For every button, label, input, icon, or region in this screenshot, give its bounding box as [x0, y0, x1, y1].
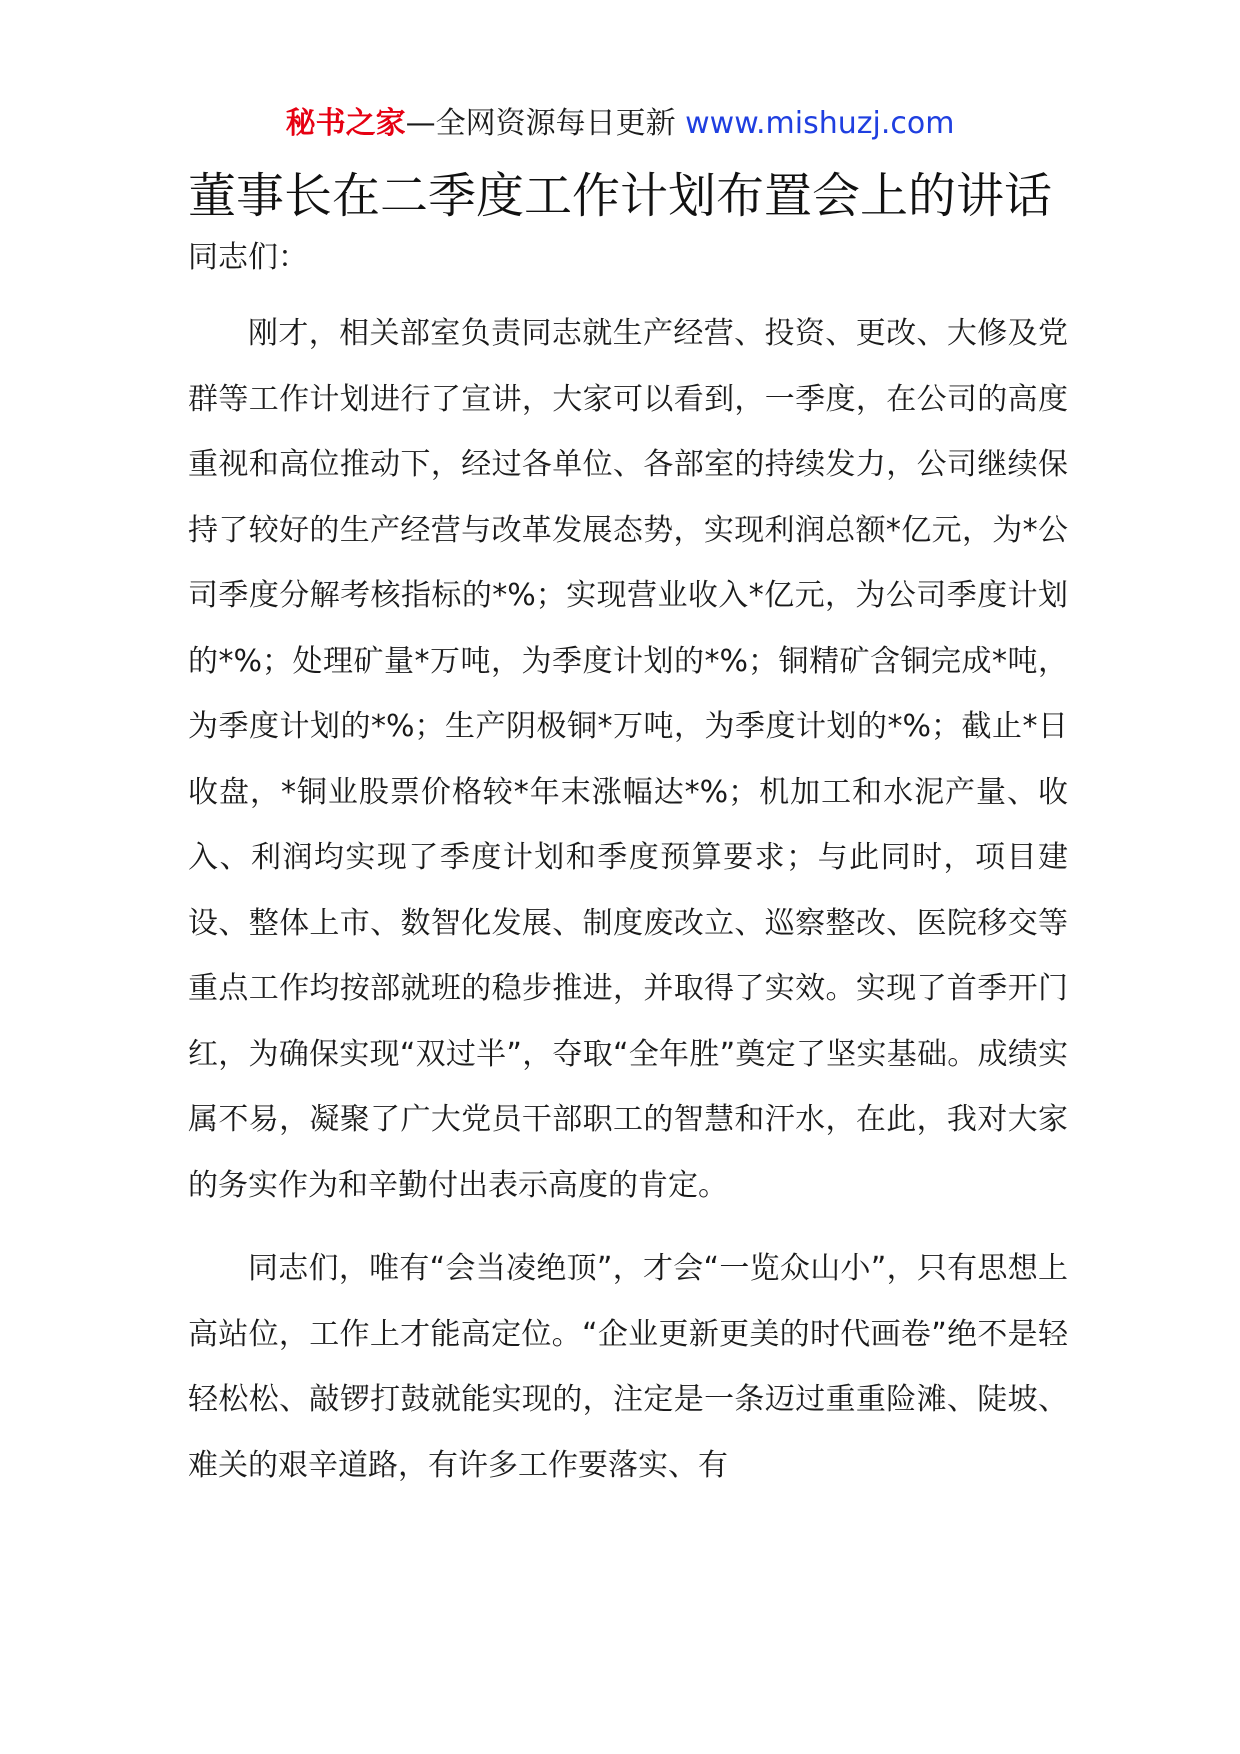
- document-title: 董事长在二季度工作计划布置会上的讲话: [187, 168, 1052, 224]
- site-header: [0, 100, 1240, 148]
- header-tagline: —全网资源每日更新: [405, 106, 686, 141]
- salutation: 同志们：: [188, 240, 308, 275]
- paragraph-2: 同志们，唯有“会当凌绝顶”，才会“一览众山小”，只有思想上高站位，工作上才能高定位。“企业更新更美的时代画卷”绝不是轻轻松松、敲锣打鼓就能实现的，注定是一条迈过重重险滩、陡坡、难关的艰辛道路，有许多工作要落实、有: [188, 1251, 1068, 1483]
- paragraph-1: 刚才，相关部室负责同志就生产经营、投资、更改、大修及党群等工作计划进行了宣讲，大家可以看到，一季度，在公司的高度重视和高位推动下，经过各单位、各部室的持续发力，公司继续保持了较好的生产经营与改革发展态势，实现利润总额*亿元，为*公司季度分解考核指标的*%；实现营业收入*亿元，为公司季度计划的*%；处理矿量*万吨，为季度计划的*%；铜精矿含铜完成*吨，为季度计划的*%；生产阴极铜*万吨，为季度计划的*%；截止*日收盘，*铜业股票价格较*年末涨幅达*%；机加工和水泥产量、收入、利润均实现了季度计划和季度预算要求；与此同时，项目建设、整体上市、数智化发展、制度废改立、巡察整改、医院移交等重点工作均按部就班的稳步推进，并取得了实效。实现了首季开门红，为确保实现“双过半”，夺取“全年胜”奠定了坚实基础。成绩实属不易，凝聚了广大党员干部职工的智慧和汗水，在此，我对大家的务实作为和辛勤付出表示高度的肯定。: [188, 316, 1068, 1203]
- brand-name: 秘书之家: [285, 106, 406, 141]
- document-body: [188, 230, 1068, 1516]
- site-url-link[interactable]: www.mishuzj.com: [685, 106, 955, 141]
